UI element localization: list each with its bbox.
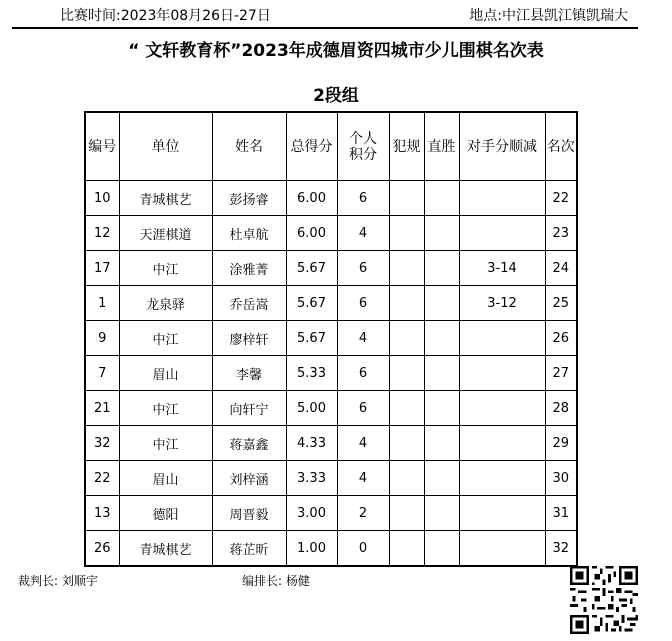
- cell-direct-win: [424, 321, 459, 356]
- cell-opp-score: [459, 426, 545, 461]
- cell-direct-win: [424, 391, 459, 426]
- cell-rank: 31: [545, 496, 577, 531]
- cell-opp-score: [459, 216, 545, 251]
- cell-name: 涂雅菁: [212, 251, 286, 286]
- cell-direct-win: [424, 251, 459, 286]
- cell-name: 杜卓航: [212, 216, 286, 251]
- cell-direct-win: [424, 216, 459, 251]
- cell-foul: [389, 251, 424, 286]
- cell-total: 5.00: [286, 391, 337, 426]
- cell-opp-score: [459, 391, 545, 426]
- table-row: [85, 391, 577, 426]
- cell-points: 6: [337, 251, 389, 286]
- document-title: “ 文轩教育杯”2023年成德眉资四城市少儿围棋名次表: [128, 41, 544, 61]
- cell-total: 5.67: [286, 251, 337, 286]
- chief-referee: 裁判长: 刘顺宇: [18, 574, 98, 588]
- cell-rank: 32: [545, 531, 577, 567]
- cell-opp-score: [459, 461, 545, 496]
- cell-name: 向轩宁: [212, 391, 286, 426]
- cell-unit: 德阳: [119, 496, 212, 531]
- cell-id: 26: [85, 531, 119, 567]
- cell-foul: [389, 356, 424, 391]
- cell-total: 4.33: [286, 426, 337, 461]
- cell-direct-win: [424, 181, 459, 216]
- column-header: 姓名: [212, 112, 286, 181]
- cell-name: 乔岳嵩: [212, 286, 286, 321]
- cell-points: 2: [337, 496, 389, 531]
- cell-unit: 眉山: [119, 461, 212, 496]
- column-header: 犯规: [389, 112, 424, 181]
- table-row: [85, 321, 577, 356]
- cell-direct-win: [424, 426, 459, 461]
- column-header-text: 个人积分: [349, 130, 377, 163]
- cell-name: 周晋毅: [212, 496, 286, 531]
- cell-foul: [389, 426, 424, 461]
- cell-rank: 26: [545, 321, 577, 356]
- cell-total: 6.00: [286, 216, 337, 251]
- cell-name: 李馨: [212, 356, 286, 391]
- cell-rank: 22: [545, 181, 577, 216]
- table-row: [85, 251, 577, 286]
- cell-foul: [389, 391, 424, 426]
- match-time: 比赛时间:2023年08月26日-27日: [60, 8, 271, 24]
- cell-rank: 25: [545, 286, 577, 321]
- cell-id: 17: [85, 251, 119, 286]
- column-header: 直胜: [424, 112, 459, 181]
- column-header: 名次: [545, 112, 577, 181]
- cell-rank: 23: [545, 216, 577, 251]
- column-header: 编号: [85, 112, 119, 181]
- table-row: [85, 531, 577, 567]
- cell-total: 3.00: [286, 496, 337, 531]
- cell-points: 4: [337, 216, 389, 251]
- cell-unit: 天涯棋道: [119, 216, 212, 251]
- table-header-row: [85, 112, 577, 181]
- cell-id: 9: [85, 321, 119, 356]
- cell-direct-win: [424, 496, 459, 531]
- cell-total: 3.33: [286, 461, 337, 496]
- cell-opp-score: [459, 181, 545, 216]
- cell-unit: 中江: [119, 391, 212, 426]
- cell-unit: 龙泉驿: [119, 286, 212, 321]
- cell-foul: [389, 181, 424, 216]
- header-rule: [12, 27, 638, 29]
- cell-total: 5.67: [286, 286, 337, 321]
- cell-opp-score: [459, 496, 545, 531]
- cell-points: 6: [337, 181, 389, 216]
- cell-name: 廖梓轩: [212, 321, 286, 356]
- cell-foul: [389, 321, 424, 356]
- cell-unit: 中江: [119, 321, 212, 356]
- cell-opp-score: [459, 531, 545, 567]
- group-title: 2段组: [313, 86, 359, 106]
- cell-name: 刘梓涵: [212, 461, 286, 496]
- table-row: [85, 181, 577, 216]
- chief-arbiter: 编排长: 杨健: [242, 574, 310, 588]
- cell-opp-score: [459, 321, 545, 356]
- cell-direct-win: [424, 461, 459, 496]
- cell-points: 4: [337, 426, 389, 461]
- cell-name: 彭扬睿: [212, 181, 286, 216]
- table-row: [85, 216, 577, 251]
- cell-opp-score: [459, 356, 545, 391]
- cell-unit: 中江: [119, 251, 212, 286]
- cell-id: 12: [85, 216, 119, 251]
- qr-code-icon: [570, 566, 638, 634]
- cell-points: 6: [337, 356, 389, 391]
- cell-name: 蒋芷昕: [212, 531, 286, 567]
- cell-rank: 27: [545, 356, 577, 391]
- venue: 地点:中江县凯江镇凯瑞大: [469, 8, 628, 24]
- cell-id: 21: [85, 391, 119, 426]
- cell-rank: 29: [545, 426, 577, 461]
- cell-foul: [389, 216, 424, 251]
- cell-points: 6: [337, 391, 389, 426]
- cell-points: 6: [337, 286, 389, 321]
- column-header: 单位: [119, 112, 212, 181]
- cell-total: 1.00: [286, 531, 337, 567]
- cell-foul: [389, 531, 424, 567]
- cell-direct-win: [424, 531, 459, 567]
- table-row: [85, 286, 577, 321]
- cell-unit: 青城棋艺: [119, 181, 212, 216]
- cell-rank: 30: [545, 461, 577, 496]
- cell-unit: 中江: [119, 426, 212, 461]
- cell-points: 4: [337, 461, 389, 496]
- column-header: 总得分: [286, 112, 337, 181]
- cell-foul: [389, 496, 424, 531]
- cell-opp-score: 3-12: [459, 286, 545, 321]
- table-row: [85, 496, 577, 531]
- cell-opp-score: 3-14: [459, 251, 545, 286]
- cell-id: 7: [85, 356, 119, 391]
- cell-foul: [389, 461, 424, 496]
- cell-unit: 青城棋艺: [119, 531, 212, 567]
- cell-name: 蒋嘉鑫: [212, 426, 286, 461]
- cell-id: 10: [85, 181, 119, 216]
- cell-id: 1: [85, 286, 119, 321]
- table-row: [85, 356, 577, 391]
- table-row: [85, 461, 577, 496]
- cell-id: 22: [85, 461, 119, 496]
- cell-id: 13: [85, 496, 119, 531]
- cell-total: 5.67: [286, 321, 337, 356]
- standings-table: [84, 111, 578, 567]
- cell-rank: 24: [545, 251, 577, 286]
- cell-foul: [389, 286, 424, 321]
- column-header: [337, 112, 389, 181]
- table-row: [85, 426, 577, 461]
- cell-points: 4: [337, 321, 389, 356]
- cell-unit: 眉山: [119, 356, 212, 391]
- cell-direct-win: [424, 356, 459, 391]
- cell-points: 0: [337, 531, 389, 567]
- cell-rank: 28: [545, 391, 577, 426]
- cell-direct-win: [424, 286, 459, 321]
- column-header: 对手分顺减: [459, 112, 545, 181]
- cell-id: 32: [85, 426, 119, 461]
- cell-total: 5.33: [286, 356, 337, 391]
- cell-total: 6.00: [286, 181, 337, 216]
